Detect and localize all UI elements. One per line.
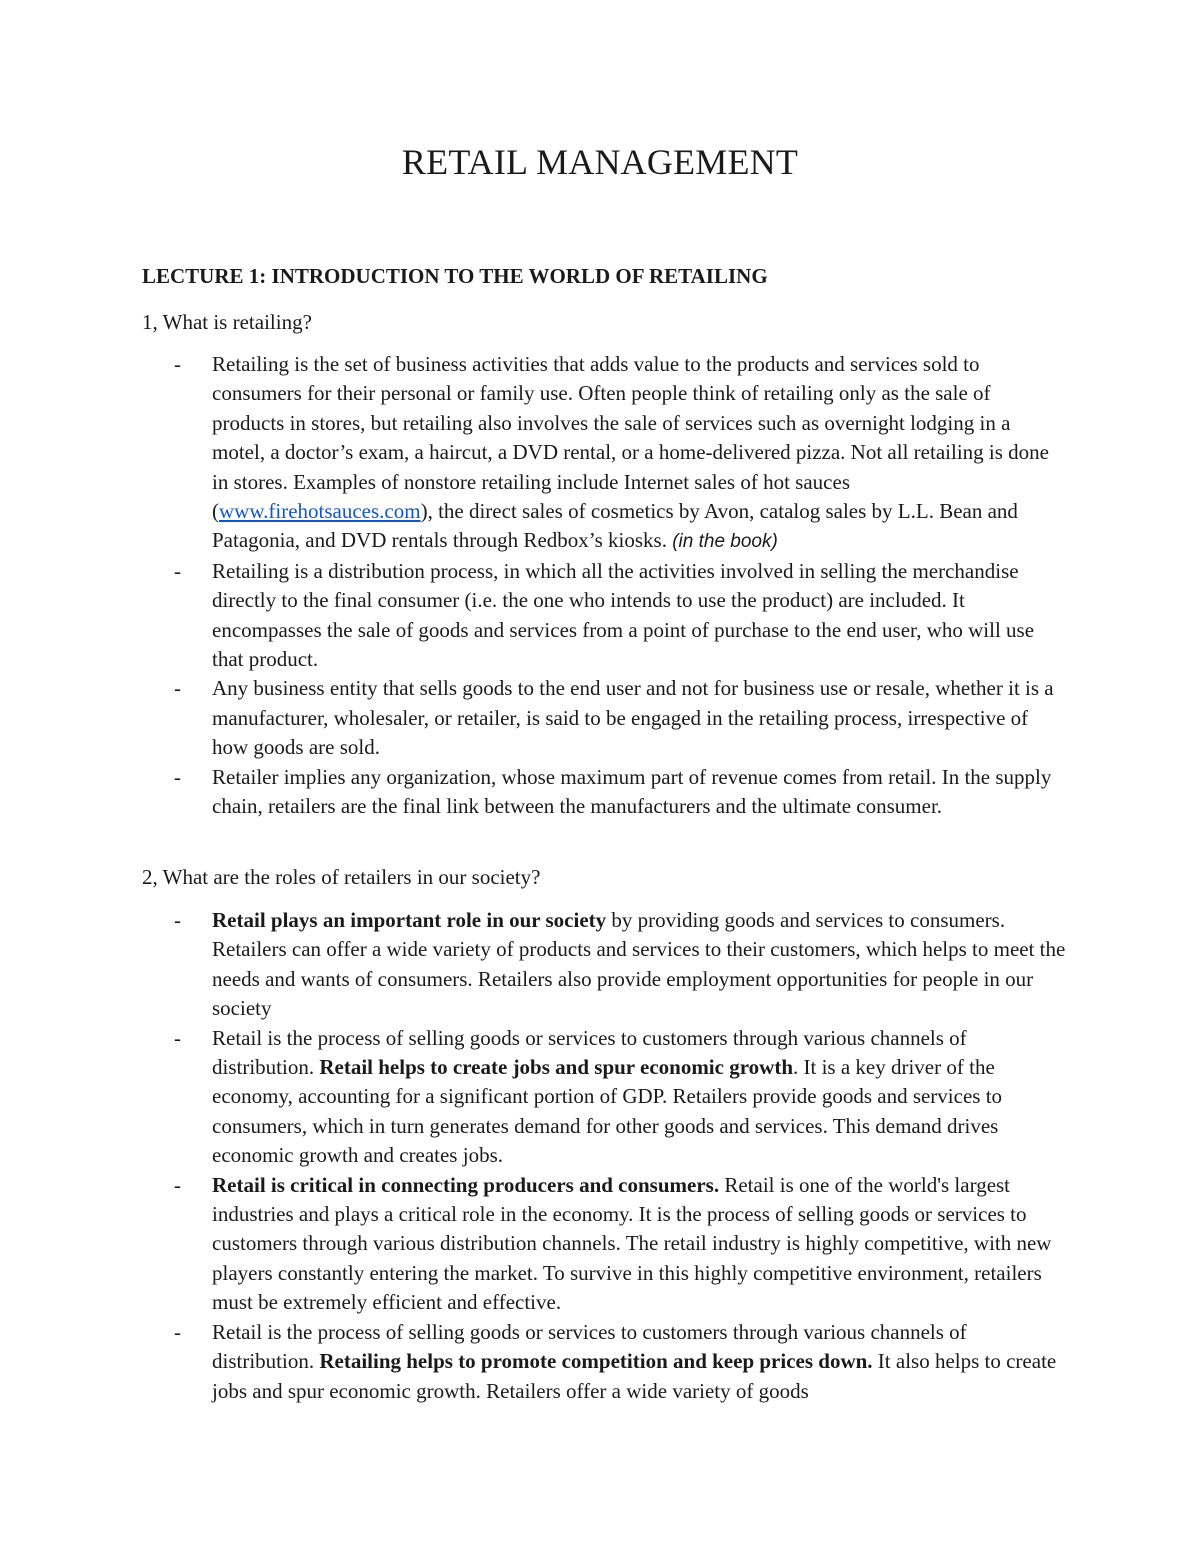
bullet-text: It also helps to create jobs and spur economic growth. Retailers offer a wide variety of goods bbox=[212, 1349, 1057, 1403]
bullet-text: Retailing is a distribution process, in which all the activities involved in selling the merchandise directly to the final consumer (i.e. the one who intends to use the product) are included. It encompasses the sale of goods and services from a point of purchase to the end user, who will use that product. bbox=[212, 558, 1035, 672]
question-2-answer-list bbox=[142, 906, 1067, 1406]
bullet-dash: - bbox=[174, 1172, 181, 1197]
bullet-dash: - bbox=[174, 764, 181, 789]
firehotsauces-link[interactable]: www.firehotsauces.com bbox=[219, 499, 421, 524]
bullet-dash: - bbox=[174, 676, 181, 701]
bullet-text: by providing goods and services to consumers. Retailers can offer a wide variety of products and services to their customers, which helps to meet the needs and wants of consumers. Retailers also provide employment opportunities for people in our society bbox=[212, 908, 1066, 1021]
question-1: 1, What is retailing? bbox=[142, 310, 312, 334]
bold-phrase: Retail helps to create jobs and spur economic growth bbox=[319, 1055, 793, 1080]
question-2: 2, What are the roles of retailers in our society? bbox=[142, 865, 541, 889]
list-item bbox=[142, 763, 1067, 822]
bullet-text: . It is a key driver of the economy, accounting for a significant portion of GDP. Retailers provide goods and services to consumers, which in turn generates demand for other goods and services. This demand drives economic growth and creates jobs. bbox=[212, 1055, 1003, 1168]
list-item bbox=[142, 1171, 1067, 1318]
lecture-heading: LECTURE 1: INTRODUCTION TO THE WORLD OF RETAILING bbox=[142, 264, 768, 288]
list-item bbox=[142, 674, 1067, 762]
list-item bbox=[142, 350, 1067, 557]
bullet-dash: - bbox=[174, 1319, 181, 1344]
bullet-text: Retail is one of the world's largest industries and plays a critical role in the economy. It is the process of selling goods or services to customers through various distribution channels. The retail industry is highly competitive, with new players constantly entering the market. To survive in this highly competitive environment, retailers must be extremely efficient and effective. bbox=[212, 1172, 1052, 1315]
bullet-text: Retail is the process of selling goods or services to customers through various channels of distribution. bbox=[212, 1319, 967, 1374]
list-item bbox=[142, 557, 1067, 675]
bullet-dash: - bbox=[174, 1025, 181, 1050]
bold-phrase: Retail plays an important role in our society bbox=[212, 908, 607, 932]
bullet-text: ), the direct sales of cosmetics by Avon, catalog sales by L.L. Bean and Patagonia, and DVD rentals through Redbox’s kiosks. bbox=[212, 499, 1018, 553]
bold-phrase: Retail is critical in connecting producers and consumers. bbox=[212, 1172, 720, 1197]
question-1-answer-list bbox=[142, 350, 1067, 822]
bullet-text: Any business entity that sells goods to the end user and not for business use or resale, whether it is a manufacturer, wholesaler, or retailer, is said to be engaged in the retailing process, irrespective of how goods are sold. bbox=[212, 676, 1054, 760]
bullet-text: Retail is the process of selling goods or services to customers through various channels of distribution. bbox=[212, 1025, 967, 1080]
bullet-dash: - bbox=[174, 558, 181, 583]
document-title: RETAIL MANAGEMENT bbox=[401, 142, 799, 182]
bullet-text: Retailing is the set of business activities that adds value to the products and services sold to consumers for their personal or family use. Often people think of retailing only as the sale of products in stores, but retailing also involves the sale of services such as overnight lodging in a motel, a doctor’s exam, a haircut, a DVD rental, or a home-delivered pizza. Not all retailing is done in stores. Examples of nonstore retailing include Internet sales of hot sauces ( bbox=[212, 352, 1049, 524]
bullet-text: Retailer implies any organization, whose maximum part of revenue comes from retail. In the supply chain, retailers are the final link between the manufacturers and the ultimate consumer. bbox=[212, 764, 1052, 819]
list-item bbox=[142, 1024, 1067, 1171]
list-item bbox=[142, 1318, 1067, 1406]
bullet-dash: - bbox=[174, 352, 181, 376]
bold-phrase: Retailing helps to promote competition and keep prices down. bbox=[319, 1349, 873, 1374]
bullet-dash: - bbox=[174, 908, 181, 932]
book-note: (in the book) bbox=[672, 531, 778, 553]
list-item bbox=[142, 906, 1067, 1024]
